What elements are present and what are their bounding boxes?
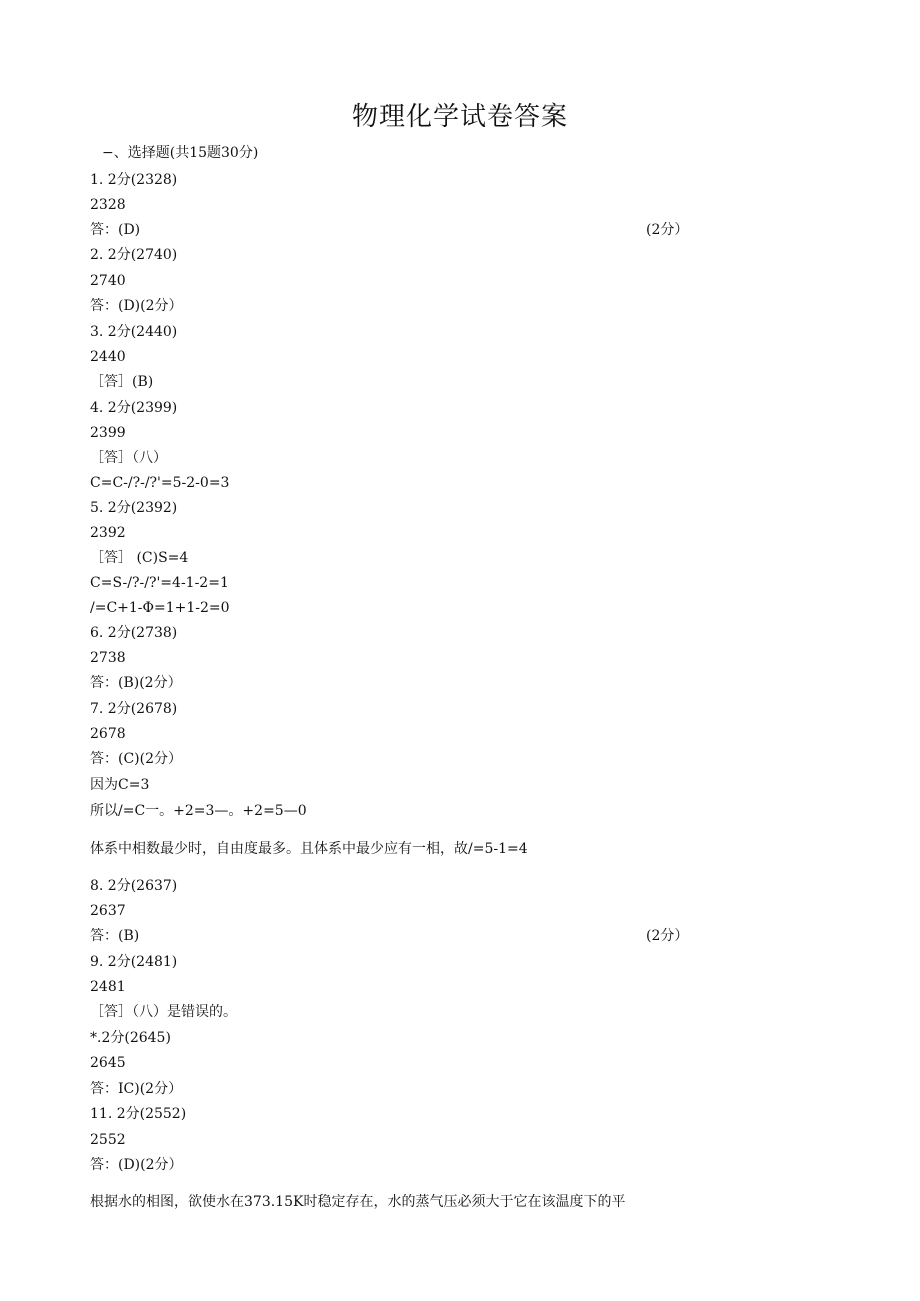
- text-line: ［答］（八）是错误的。: [90, 1004, 237, 1020]
- text-line: C=C-/?-/?'=5-2-0=3: [90, 475, 230, 491]
- text-line: 答：(B)(2分）: [90, 675, 182, 691]
- text-line: 4. 2分(2399): [90, 400, 178, 416]
- section-heading: −、选择题(共15题30分): [102, 145, 259, 161]
- text-line: 根据水的相图，欲使水在373.15K时稳定存在，水的蒸气压必须大于它在该温度下的平: [90, 1194, 626, 1210]
- text-line: ［答］ (C)S=4: [90, 550, 189, 566]
- text-line: 5. 2分(2392): [90, 500, 178, 516]
- score-note: (2分）: [646, 928, 689, 944]
- text-line: C=S-/?-/?'=4-1-2=1: [90, 575, 229, 591]
- text-line: 体系中相数最少时，自由度最多。且体系中最少应有一相，故/=5-1=4: [90, 841, 528, 857]
- text-line: 7. 2分(2678): [90, 701, 178, 717]
- text-line: 答：(C)(2分）: [90, 751, 183, 767]
- score-note: (2分）: [646, 222, 689, 238]
- page-title: 物理化学试卷答案: [351, 102, 568, 132]
- text-line: 2481: [90, 979, 126, 995]
- text-line: 9. 2分(2481): [90, 954, 178, 970]
- text-line: 2. 2分(2740): [90, 247, 178, 263]
- text-line: 答：(B): [90, 928, 140, 944]
- text-line: 2738: [90, 650, 126, 666]
- text-line: /=C+1-Φ=1+1-2=0: [90, 600, 230, 616]
- text-line: 答：(D)(2分）: [90, 298, 183, 314]
- text-line: 答：(D): [90, 222, 141, 238]
- text-line: 答：(D)(2分）: [90, 1157, 183, 1173]
- text-line: 2740: [90, 273, 126, 289]
- text-line: 2637: [90, 903, 126, 919]
- text-line: 3. 2分(2440): [90, 324, 178, 340]
- text-line: 因为C=3: [90, 777, 150, 793]
- text-line: *.2分(2645): [90, 1030, 171, 1046]
- text-line: 2328: [90, 197, 126, 213]
- text-line: 2440: [90, 349, 126, 365]
- text-line: 6. 2分(2738): [90, 625, 178, 641]
- text-line: 8. 2分(2637): [90, 878, 178, 894]
- text-line: 1. 2分(2328): [90, 172, 178, 188]
- text-line: 2392: [90, 525, 126, 541]
- text-line: 2552: [90, 1132, 126, 1148]
- text-line: 11. 2分(2552): [90, 1106, 187, 1122]
- text-line: 所以/=C一。+2=3—。+2=5—0: [90, 803, 307, 819]
- text-line: ［答］(B): [90, 374, 154, 390]
- text-line: 答：IC)(2分）: [90, 1081, 183, 1097]
- text-line: 2399: [90, 425, 126, 441]
- text-line: ［答］（八）: [90, 450, 167, 466]
- text-line: 2645: [90, 1055, 126, 1071]
- text-line: 2678: [90, 726, 126, 742]
